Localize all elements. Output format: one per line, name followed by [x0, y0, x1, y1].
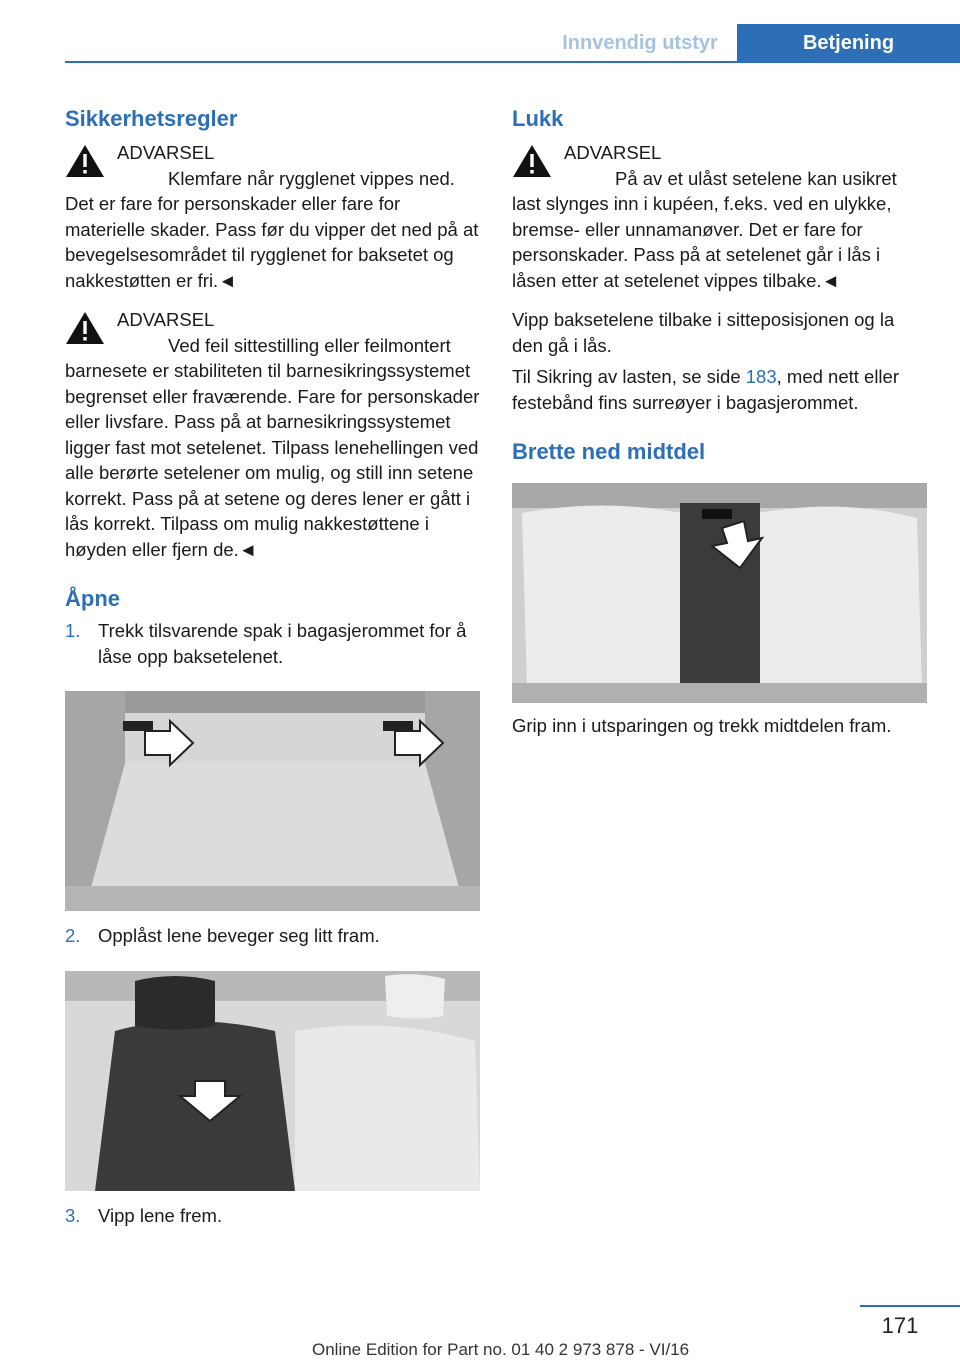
step-text: Vipp lene frem.: [98, 1204, 223, 1226]
page-number: 171: [881, 1313, 919, 1338]
warning-2: [65, 307, 480, 562]
step-3: [65, 1203, 480, 1229]
step-2: [65, 923, 480, 949]
heading-open: Åpne: [65, 586, 120, 611]
warning-icon: [65, 311, 105, 345]
warning-title: ADVARSEL: [564, 142, 662, 163]
warning-3: [512, 140, 927, 293]
trunk-release-image: [65, 691, 480, 911]
step-text: Opplåst lene beveger seg litt fram.: [98, 925, 380, 946]
warning-text: Ved feil sittestilling eller feilmontert barnesete er stabiliteten til barnesikringssystemet begrenset eller fraværende. Fare for personskader eller livsfare. Pass på at barnesikringssystemet ligger fast mot setelenet. Tilpass lenehellingen ved alle berørte setelener om mulig, og still inn setene korrekt. Pass på at setene og deres lener er gått i lås korrekt. Tilpass om mulig nakkestøttene i høyden eller fjern de.◄: [65, 334, 480, 560]
warning-1: [65, 140, 480, 293]
center-section-image: [512, 483, 927, 703]
step-number: 1.: [65, 620, 81, 641]
step-number: 3.: [65, 1204, 81, 1226]
step-number: 2.: [65, 925, 81, 946]
warning-title: ADVARSEL: [117, 142, 215, 163]
paragraph-tilt-back: Vipp baksetelene tilbake i sitteposisjonen og la den gå i lås.: [512, 309, 895, 356]
step-text: Trekk tilsvarende spak i bagasjerommet for å låse opp baksetelenet.: [98, 620, 467, 667]
warning-icon: [65, 144, 105, 178]
header-divider: [65, 61, 960, 63]
paragraph-cargo-reference: [512, 364, 927, 415]
heading-fold-center: Brette ned midtdel: [512, 439, 706, 464]
heading-close: Lukk: [512, 106, 564, 131]
page-link-183[interactable]: 183: [745, 366, 777, 387]
ref-text-post: , med nett eller festebånd fins surreøyer i bagasjerommet.: [512, 366, 899, 413]
warning-text: På av et ulåst setelene kan usikret last slynges inn i kupéen, f.eks. ved en ulykke, bremse- eller unnamanøver. Det er fare for personskader. Pass på at setelenet går i lås i låsen etter at setelenet vippes tilbake.◄: [512, 167, 897, 291]
seat-backrest-image: [65, 971, 480, 1191]
ref-text-pre: Til Sikring av lasten, se side: [512, 366, 746, 387]
tab-interior-equipment[interactable]: Innvendig utstyr: [562, 31, 718, 54]
warning-icon: [512, 144, 552, 178]
tab-operation[interactable]: Betjening: [737, 24, 960, 62]
warning-text: Klemfare når rygglenet vippes ned. Det er fare for personskader eller fare for materielle skader. Pass før du vipper det ned på at bevegelsesområdet til rygglenet for baksetet og nakkestøtten er fri.◄: [65, 167, 479, 291]
left-column: [65, 104, 480, 1228]
heading-safety: Sikkerhetsregler: [65, 106, 238, 131]
edition-note: Online Edition for Part no. 01 40 2 973 878 - VI/16: [312, 1340, 690, 1359]
warning-title: ADVARSEL: [117, 309, 215, 330]
footer-divider: [860, 1305, 960, 1307]
right-column: [512, 104, 927, 739]
paragraph-grip: Grip inn i utsparingen og trekk midtdelen fram.: [512, 715, 892, 736]
step-1: [65, 618, 480, 669]
